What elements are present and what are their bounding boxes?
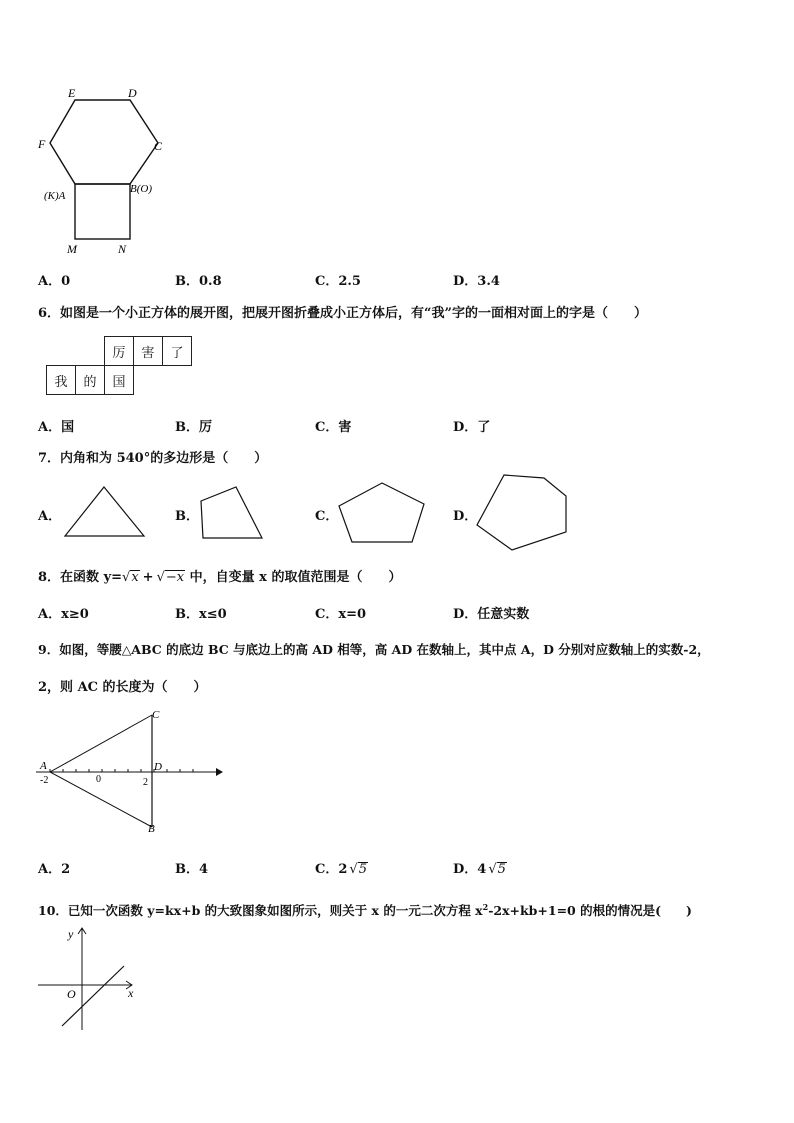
label-B: B (148, 823, 155, 835)
q9-option-c[interactable]: C．2 √5 (315, 862, 367, 877)
number-line-arrow-icon (216, 768, 223, 776)
label-E: E (68, 86, 76, 100)
q9-figure (30, 705, 230, 840)
tick-label-0: 0 (96, 774, 101, 785)
hexagon-shape (50, 100, 158, 184)
q7-option-d[interactable]: D． (453, 509, 478, 524)
q8-radical-1: x (131, 570, 139, 585)
net-cell-bottom-1: 我 (46, 365, 76, 395)
q7-option-c[interactable]: C． (315, 509, 339, 524)
q8-stem: 8．在函数 y=√x + √−x 中，自变量 x 的取值范围是（ ） (38, 570, 402, 585)
label-C: C (152, 709, 160, 721)
q8-option-c[interactable]: C．x=0 (315, 607, 367, 622)
label-A: (K)A (44, 190, 66, 202)
square-shape (75, 184, 130, 239)
q6-option-d[interactable]: D．了 (453, 420, 491, 435)
label-O: O (67, 987, 76, 1001)
q8-radical-2: −x (165, 570, 185, 585)
q5-option-d[interactable]: D．3.4 (453, 274, 500, 289)
net-cell-top-3: 了 (162, 336, 192, 366)
q8-option-d[interactable]: D．任意实数 (453, 607, 530, 622)
q9-option-b[interactable]: B．4 (175, 862, 209, 877)
q7-option-a[interactable]: A． (38, 509, 62, 524)
q6-stem: 6．如图是一个小正方体的展开图，把展开图折叠成小正方体后，有“我”字的一面相对面上的字是（ ） (38, 306, 648, 321)
tick-label-2: 2 (143, 777, 148, 788)
net-cell-top-2: 害 (133, 336, 163, 366)
label-x: x (128, 986, 134, 1000)
q8-option-b[interactable]: B．x≤0 (175, 607, 227, 622)
q7-hexagon-shape[interactable] (474, 470, 572, 556)
label-D: D (128, 86, 137, 100)
q9-option-d[interactable]: D．4 √5 (453, 862, 506, 877)
label-y: y (68, 927, 74, 941)
label-D: D (154, 761, 162, 773)
net-cell-bottom-3: 国 (104, 365, 134, 395)
label-C: C (154, 139, 163, 153)
net-cell-top-1: 厉 (104, 336, 134, 366)
tick-label-neg2: -2 (40, 775, 49, 786)
net-cell-bottom-2: 的 (75, 365, 105, 395)
label-M: M (67, 242, 77, 256)
q7-quadrilateral-shape[interactable] (196, 482, 268, 542)
q5-figure (30, 80, 190, 262)
q6-option-a[interactable]: A．国 (38, 420, 75, 435)
q7-option-b[interactable]: B． (175, 509, 199, 524)
q5-option-a[interactable]: A．0 (38, 274, 71, 289)
q6-option-b[interactable]: B．厉 (175, 420, 213, 435)
q5-option-b[interactable]: B．0.8 (175, 274, 222, 289)
q5-option-c[interactable]: C．2.5 (315, 274, 361, 289)
q10-stem: 10．已知一次函数 y=kx+b 的大致图象如图所示，则关于 x 的一元二次方程 $x^2-2x+kb+1=0$ 的根的情况是( ) (38, 901, 692, 918)
q6-option-c[interactable]: C．害 (315, 420, 352, 435)
q7-triangle-shape[interactable] (62, 484, 148, 540)
q9-stem-line2: 2，则 AC 的长度为（ ） (38, 680, 207, 695)
label-B: B(O) (130, 183, 152, 195)
q8-option-a[interactable]: A．x≥0 (38, 607, 89, 622)
q10-figure (36, 922, 142, 1034)
q6-cube-net (40, 336, 200, 398)
label-N: N (118, 242, 127, 256)
q7-pentagon-shape[interactable] (336, 480, 428, 546)
q9-option-a[interactable]: A．2 (38, 862, 71, 877)
label-A: A (40, 760, 47, 772)
q7-stem: 7．内角和为 540°的多边形是（ ） (38, 451, 268, 466)
q9-stem-line1: 9．如图，等腰△ABC 的底边 BC 与底边上的高 AD 相等，高 AD 在数轴上，其中点 A，D 分别对应数轴上的实数-2， (38, 642, 710, 657)
label-F: F (38, 137, 46, 151)
triangle-abc (50, 715, 152, 827)
